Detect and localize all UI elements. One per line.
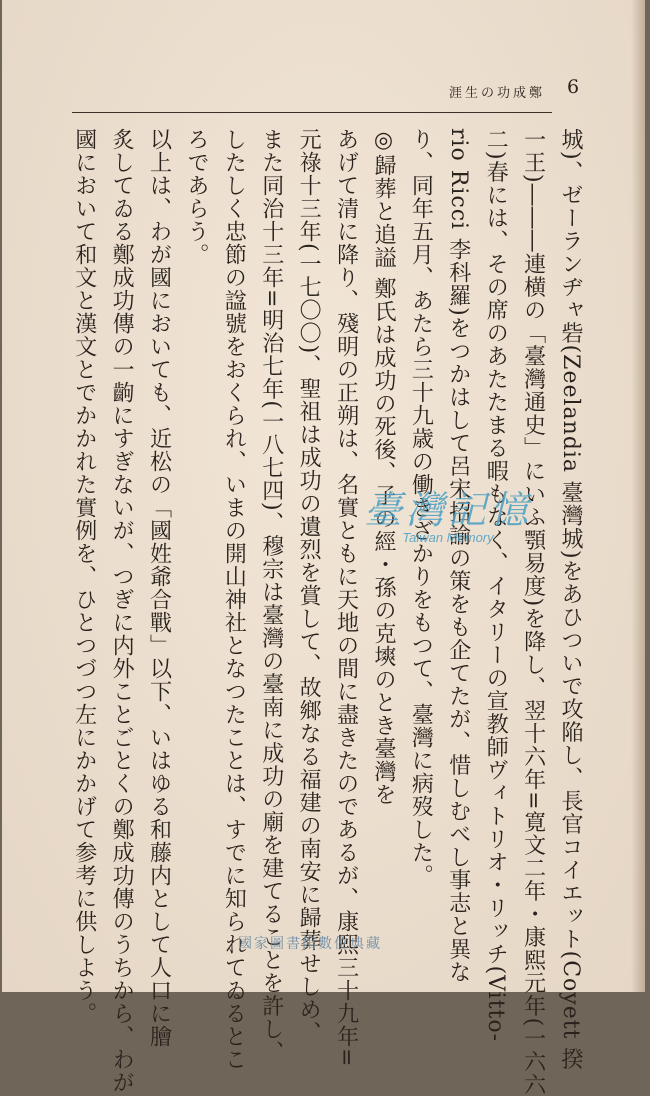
library-credit: 國家圖書館數位典藏 (238, 936, 382, 952)
text-column: したしく忠節の諡號をおくられ、いまの開山神社となつたことは、すでに知られてゐるとこ (221, 128, 247, 1071)
text-column: ろであらう。 (183, 128, 209, 266)
text-column: また同治十三年=明治七年(一八七四)、穆宗は臺灣の臺南に成功の廟を建てることを許し、 (258, 128, 284, 1064)
book-page (2, 0, 645, 1096)
text-column: 二)春には、その席のあたたまる暇もなく、イタリーの宣教師ヴィトリオ・リッチ(Vitto- (483, 128, 509, 1043)
text-column: 元祿十三年(一七〇〇)、聖祖は成功の遺烈を賞して、故鄉なる福建の南安に歸葬せしめ、 (296, 128, 322, 1045)
page-number: 6 (567, 76, 580, 98)
watermark-subtitle: Taiwan Memory (402, 529, 494, 545)
text-column: 炙してゐる鄭成功傳の一齣にすぎないが、つぎに内外ことごとくの鄭成功傳のうちから、わが (109, 128, 135, 1094)
text-column: あげて清に降り、殘明の正朔は、名實ともに天地の間に盡きたのであるが、康熙三十九年= (333, 128, 359, 1068)
text-column: 城)、ゼーランヂャ砦(Zeelandia 臺灣城)をあひついで攻陥し、長官コイエット(Coyett 揆 (558, 128, 583, 1071)
text-column: rio Ricci 李科羅)をつかはして呂宋招諭の策をも企てたが、惜しむべし事志と異な (445, 128, 471, 984)
text-column: り、同年五月、あたら三十九歳の働きざかりをもつて、臺灣に病歿した。 (408, 128, 434, 887)
text-column: 一王)―――連横の「臺灣通史」にいふ顎易度)を降し、翌十六年=寛文二年・康熙元年(一六六 (520, 128, 546, 1096)
running-head-text: 鄭成功の生涯 (448, 86, 545, 101)
taiwan-memory-watermark (358, 490, 538, 545)
text-column: ◎歸葬と追謚 鄭氏は成功の死後、子の經・孫の克塽のとき臺灣を (370, 128, 396, 806)
text-column: 以上は、わが國においても、近松の「國姓爺合戰」以下、いはゆる和藤内として人口に膾 (146, 128, 172, 1048)
running-head (435, 82, 545, 101)
page-edge-shadow (631, 0, 645, 992)
header-rule (72, 112, 552, 113)
text-column: 國において和文と漢文とでかかれた實例を、ひとつづつ左にかかげて参考に供しよう。 (71, 128, 97, 1025)
watermark-title: 臺灣記憶 (363, 488, 532, 532)
